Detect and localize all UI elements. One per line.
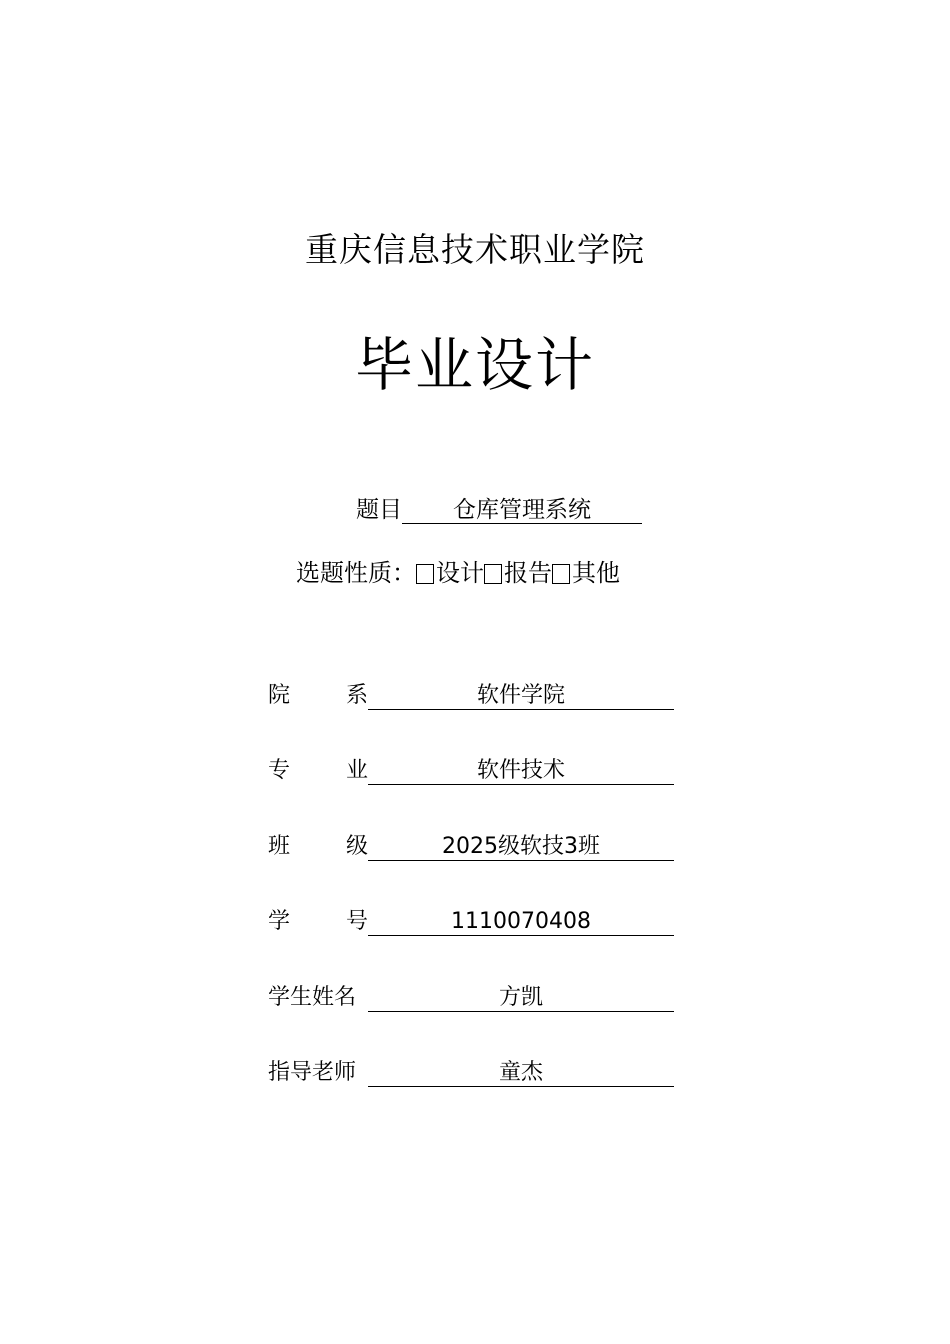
option-report-label: 报告: [504, 559, 552, 587]
field-value: 2025级软技3班: [368, 831, 674, 861]
field-label: 院 系: [268, 683, 368, 708]
field-label: 班 级: [268, 834, 368, 859]
field-student-name: [268, 982, 674, 1014]
topic-label: 题目: [356, 497, 402, 523]
checkbox-design[interactable]: [416, 564, 434, 584]
field-label: 专 业: [268, 758, 368, 783]
school-name: 重庆信息技术职业学院: [305, 230, 645, 269]
field-major: [268, 755, 674, 787]
field-value: 软件技术: [368, 755, 674, 785]
field-advisor: [268, 1057, 674, 1089]
field-label: 指导老师: [268, 1060, 357, 1085]
field-student-id: [268, 906, 674, 938]
nature-row: [296, 556, 620, 590]
document-title: 毕业设计: [354, 331, 595, 399]
field-value: 方凯: [368, 982, 674, 1012]
field-label: 学生姓名: [268, 985, 357, 1010]
checkbox-report[interactable]: [484, 564, 502, 584]
field-label: 学 号: [268, 909, 368, 934]
field-value: 童杰: [368, 1057, 674, 1087]
field-value: 1110070408: [368, 906, 674, 936]
option-design-label: 设计: [436, 559, 484, 587]
nature-label: 选题性质：: [296, 559, 416, 587]
field-class: [268, 831, 674, 863]
checkbox-other[interactable]: [552, 564, 570, 584]
option-other-label: 其他: [572, 559, 620, 587]
topic-value: 仓库管理系统: [402, 494, 642, 524]
field-value: 软件学院: [368, 680, 674, 710]
field-department: [268, 680, 674, 712]
topic-row: [356, 494, 642, 526]
